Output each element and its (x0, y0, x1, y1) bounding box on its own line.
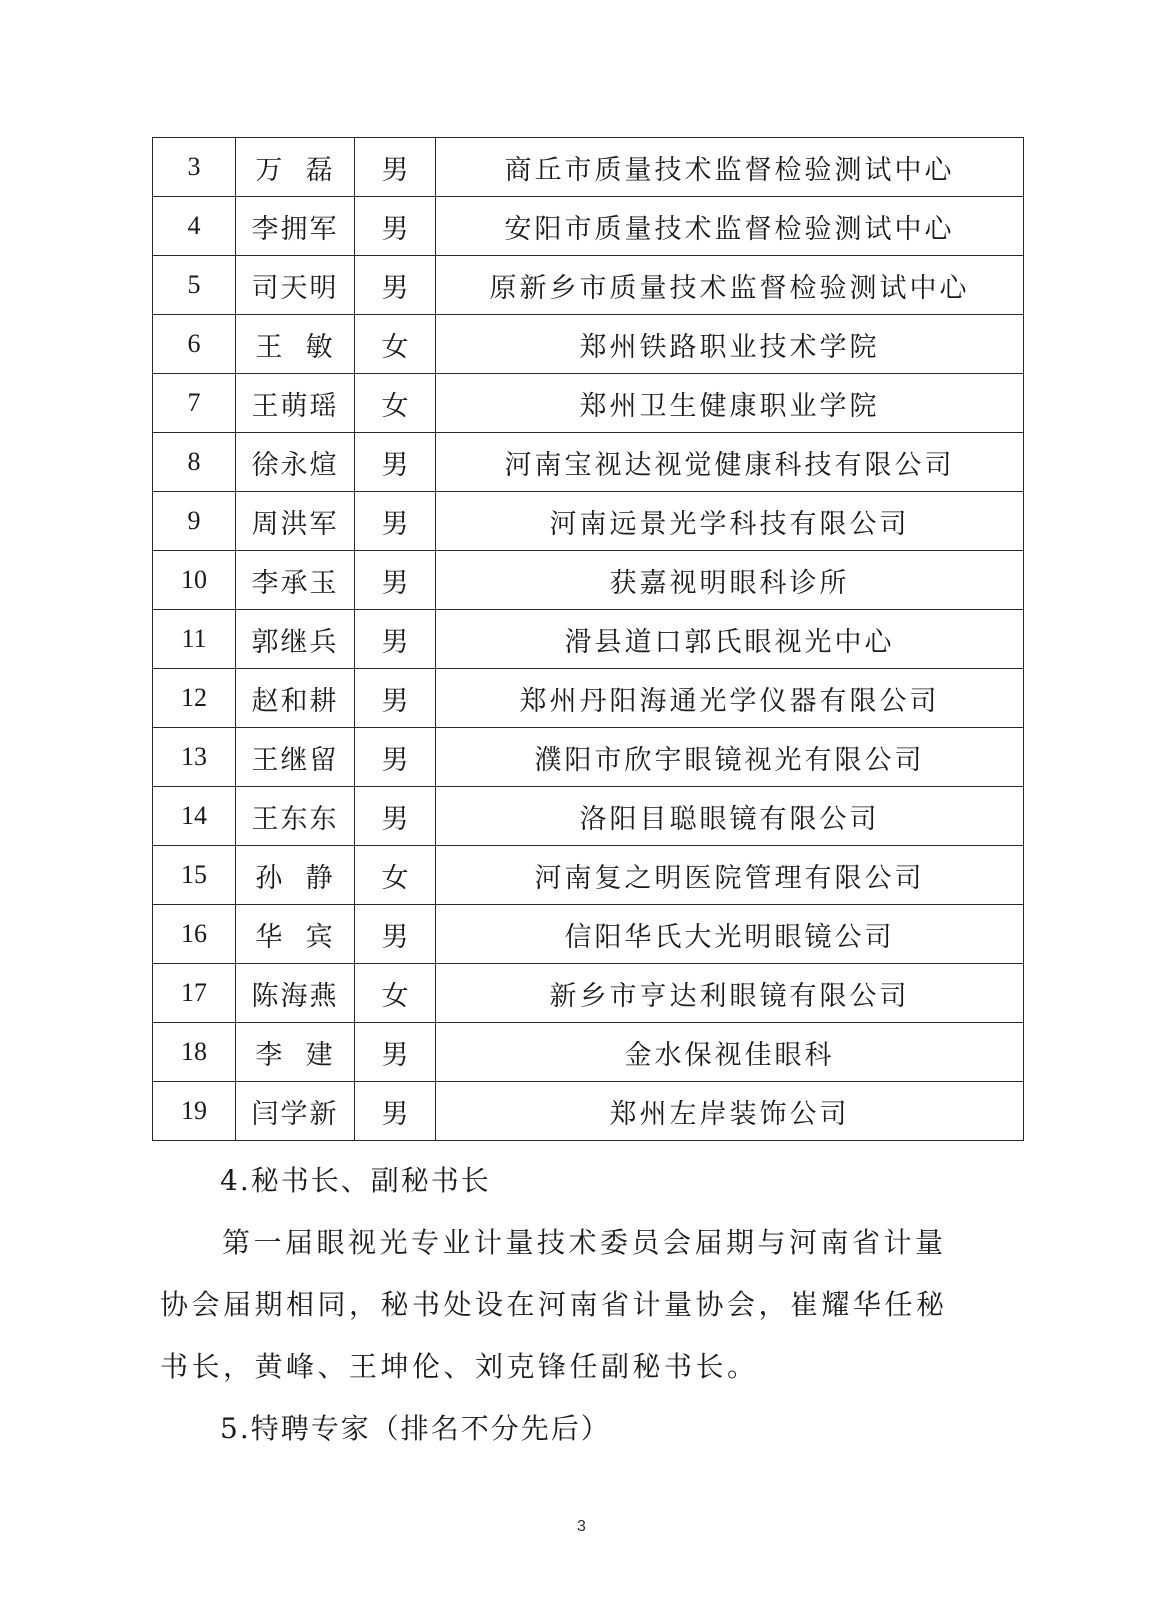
section-5-heading: 5.特聘专家（排名不分先后） (220, 1412, 611, 1445)
table-row (153, 905, 1024, 964)
row-number-cell: 12 (153, 669, 236, 728)
member-name-cell: 李 建 (236, 1023, 355, 1082)
member-organization-cell: 郑州左岸装饰公司 (436, 1082, 1024, 1141)
table-row (153, 315, 1024, 374)
member-gender-cell: 女 (355, 846, 436, 905)
member-name-cell: 郭继兵 (236, 610, 355, 669)
member-organization-cell: 原新乡市质量技术监督检验测试中心 (436, 256, 1024, 315)
member-gender-cell: 男 (355, 551, 436, 610)
member-gender-cell: 男 (355, 492, 436, 551)
row-number-cell: 9 (153, 492, 236, 551)
table-row (153, 551, 1024, 610)
member-gender-cell: 男 (355, 138, 436, 197)
row-number-cell: 7 (153, 374, 236, 433)
table-row (153, 610, 1024, 669)
row-number-cell: 15 (153, 846, 236, 905)
member-name-cell: 司天明 (236, 256, 355, 315)
member-name-cell: 李承玉 (236, 551, 355, 610)
member-gender-cell: 男 (355, 197, 436, 256)
row-number-cell: 13 (153, 728, 236, 787)
member-organization-cell: 信阳华氏大光明眼镜公司 (436, 905, 1024, 964)
section-4-heading: 4.秘书长、副秘书长 (220, 1164, 491, 1197)
table-row (153, 964, 1024, 1023)
member-gender-cell: 女 (355, 964, 436, 1023)
table-row (153, 138, 1024, 197)
member-name-cell: 周洪军 (236, 492, 355, 551)
member-name-cell: 万 磊 (236, 138, 355, 197)
member-gender-cell: 男 (355, 787, 436, 846)
table-row (153, 433, 1024, 492)
member-name-cell: 孙 静 (236, 846, 355, 905)
row-number-cell: 14 (153, 787, 236, 846)
table-row (153, 492, 1024, 551)
member-name-cell: 王东东 (236, 787, 355, 846)
member-name-cell: 陈海燕 (236, 964, 355, 1023)
member-organization-cell: 濮阳市欣宇眼镜视光有限公司 (436, 728, 1024, 787)
member-organization-cell: 安阳市质量技术监督检验测试中心 (436, 197, 1024, 256)
member-gender-cell: 男 (355, 669, 436, 728)
row-number-cell: 10 (153, 551, 236, 610)
member-organization-cell: 滑县道口郭氏眼视光中心 (436, 610, 1024, 669)
row-number-cell: 5 (153, 256, 236, 315)
table-row (153, 1082, 1024, 1141)
member-gender-cell: 女 (355, 315, 436, 374)
member-organization-cell: 河南远景光学科技有限公司 (436, 492, 1024, 551)
member-gender-cell: 男 (355, 433, 436, 492)
member-name-cell: 王继留 (236, 728, 355, 787)
member-gender-cell: 男 (355, 1023, 436, 1082)
row-number-cell: 19 (153, 1082, 236, 1141)
page-number: 3 (577, 1518, 586, 1535)
member-organization-cell: 商丘市质量技术监督检验测试中心 (436, 138, 1024, 197)
table-row (153, 197, 1024, 256)
member-organization-cell: 获嘉视明眼科诊所 (436, 551, 1024, 610)
member-gender-cell: 男 (355, 905, 436, 964)
table-row (153, 846, 1024, 905)
member-organization-cell: 郑州卫生健康职业学院 (436, 374, 1024, 433)
members-table-body (153, 138, 1024, 1141)
table-row (153, 669, 1024, 728)
member-organization-cell: 河南复之明医院管理有限公司 (436, 846, 1024, 905)
member-gender-cell: 男 (355, 256, 436, 315)
table-row (153, 374, 1024, 433)
row-number-cell: 3 (153, 138, 236, 197)
member-name-cell: 王 敏 (236, 315, 355, 374)
member-organization-cell: 郑州铁路职业技术学院 (436, 315, 1024, 374)
table-row (153, 256, 1024, 315)
member-gender-cell: 男 (355, 728, 436, 787)
section-4-body: 第一届眼视光专业计量技术委员会届期与河南省计量协会届期相同，秘书处设在河南省计量协会，崔耀华任秘书长，黄峰、王坤伦、刘克锋任副秘书长。 (160, 1226, 948, 1383)
member-gender-cell: 男 (355, 1082, 436, 1141)
table-row (153, 728, 1024, 787)
member-name-cell: 李拥军 (236, 197, 355, 256)
row-number-cell: 8 (153, 433, 236, 492)
member-name-cell: 赵和耕 (236, 669, 355, 728)
row-number-cell: 18 (153, 1023, 236, 1082)
member-organization-cell: 郑州丹阳海通光学仪器有限公司 (436, 669, 1024, 728)
member-gender-cell: 女 (355, 374, 436, 433)
member-organization-cell: 金水保视佳眼科 (436, 1023, 1024, 1082)
member-name-cell: 王萌瑶 (236, 374, 355, 433)
member-organization-cell: 洛阳目聪眼镜有限公司 (436, 787, 1024, 846)
row-number-cell: 4 (153, 197, 236, 256)
member-organization-cell: 河南宝视达视觉健康科技有限公司 (436, 433, 1024, 492)
member-name-cell: 华 宾 (236, 905, 355, 964)
member-name-cell: 徐永煊 (236, 433, 355, 492)
row-number-cell: 16 (153, 905, 236, 964)
member-gender-cell: 男 (355, 610, 436, 669)
row-number-cell: 6 (153, 315, 236, 374)
member-organization-cell: 新乡市亨达利眼镜有限公司 (436, 964, 1024, 1023)
table-row (153, 1023, 1024, 1082)
table-row (153, 787, 1024, 846)
member-name-cell: 闫学新 (236, 1082, 355, 1141)
row-number-cell: 17 (153, 964, 236, 1023)
row-number-cell: 11 (153, 610, 236, 669)
members-table (152, 137, 1024, 1141)
